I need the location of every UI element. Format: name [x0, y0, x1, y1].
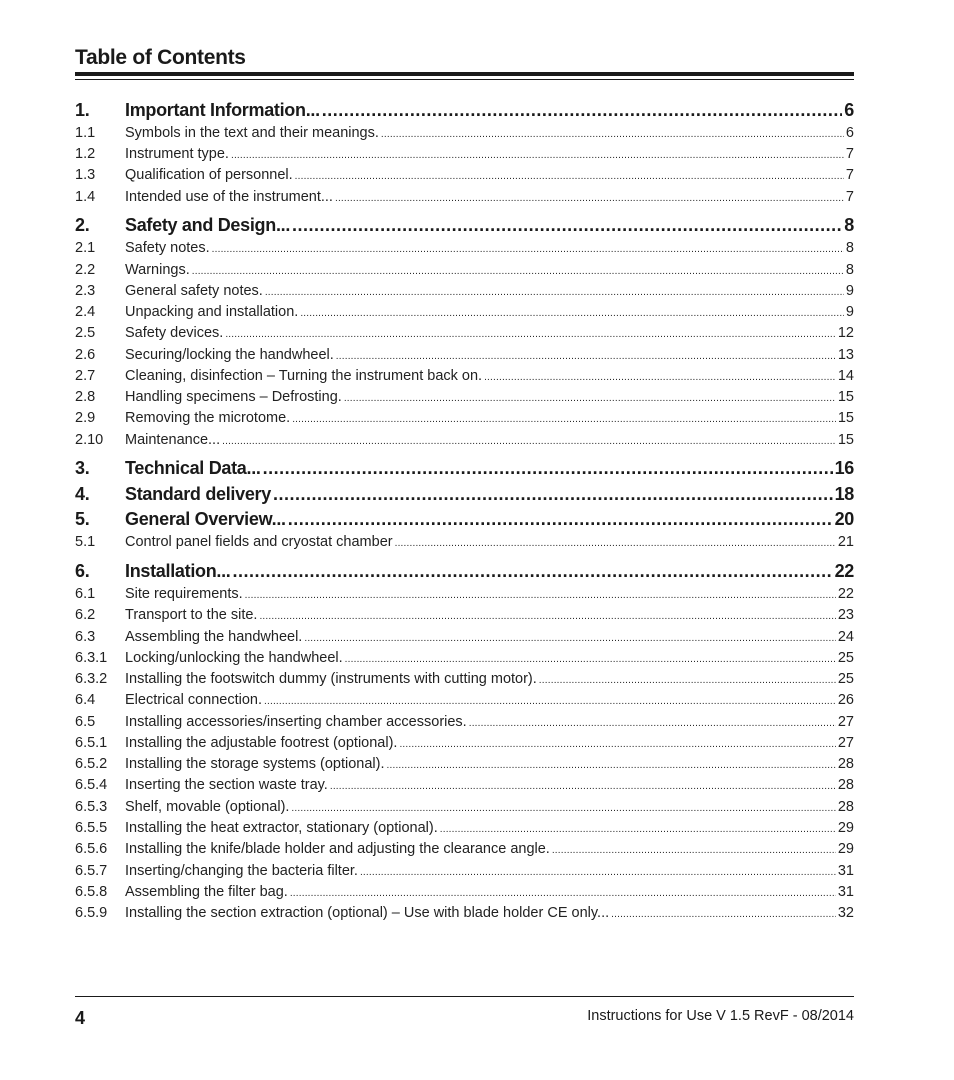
- toc-entry: [75, 347, 854, 367]
- toc-number: 6.: [75, 561, 90, 581]
- toc-number: 6.4: [75, 692, 96, 708]
- toc-entry: [75, 905, 854, 925]
- toc-leader-dots: [360, 867, 836, 878]
- toc-leader-dots: [192, 266, 844, 277]
- toc-title: Locking/unlocking the handwheel.: [125, 650, 343, 666]
- toc-title: General safety notes.: [125, 283, 263, 299]
- toc-entry: [75, 607, 854, 627]
- toc-title: Site requirements.: [125, 586, 243, 602]
- toc-entry: [75, 389, 854, 409]
- toc-title: Safety notes.: [125, 240, 210, 256]
- toc-page: 26: [837, 692, 854, 708]
- toc-page: 9: [845, 304, 854, 320]
- toc-entry: [75, 304, 854, 324]
- toc-entry: [75, 586, 854, 606]
- toc-leader-dots: [469, 718, 836, 729]
- toc-number: 6.5.2: [75, 756, 108, 772]
- toc-chapter: [75, 484, 854, 508]
- toc-entry: [75, 650, 854, 670]
- toc-leader-dots: [264, 696, 836, 707]
- toc-number: 4.: [75, 484, 90, 504]
- toc-page: 15: [837, 410, 854, 426]
- toc-page: 15: [837, 432, 854, 448]
- toc-number: 6.5.6: [75, 841, 108, 857]
- toc-number: 2.8: [75, 389, 96, 405]
- toc-number: 2.5: [75, 325, 96, 341]
- toc-leader-dots: [322, 100, 842, 121]
- toc-page: 7: [845, 146, 854, 162]
- toc-page: 6: [845, 125, 854, 141]
- toc-leader-dots: [381, 129, 844, 140]
- toc-leader-dots: [273, 484, 833, 505]
- toc-entry: [75, 884, 854, 904]
- toc-page: 22: [834, 561, 854, 581]
- toc-leader-dots: [212, 244, 844, 255]
- toc-title: Removing the microtome.: [125, 410, 291, 426]
- toc-leader-dots: [231, 150, 844, 161]
- toc-entry: [75, 714, 854, 734]
- toc-leader-dots: [245, 590, 836, 601]
- toc-leader-dots: [263, 458, 833, 479]
- toc-number: 2.3: [75, 283, 96, 299]
- toc-number: 1.4: [75, 189, 96, 205]
- toc-leader-dots: [290, 888, 836, 899]
- toc-page: 28: [837, 777, 854, 793]
- toc-page: 27: [837, 714, 854, 730]
- toc-page: 9: [845, 283, 854, 299]
- toc-leader-dots: [395, 538, 836, 549]
- toc-title: General Overview...: [125, 509, 286, 529]
- toc-title: Securing/locking the handwheel.: [125, 347, 334, 363]
- toc-page: 25: [837, 650, 854, 666]
- toc-number: 6.5.1: [75, 735, 108, 751]
- toc-number: 2.7: [75, 368, 96, 384]
- toc-title: Inserting/changing the bacteria filter.: [125, 863, 358, 879]
- toc-title: Unpacking and installation.: [125, 304, 299, 320]
- toc-number: 6.5.7: [75, 863, 108, 879]
- toc-entry: [75, 756, 854, 776]
- toc-number: 2.6: [75, 347, 96, 363]
- toc-entry: [75, 863, 854, 883]
- toc-entry: [75, 629, 854, 649]
- toc-leader-dots: [440, 824, 836, 835]
- toc-title: Maintenance...: [125, 432, 221, 448]
- toc-entry: [75, 240, 854, 260]
- toc-number: 6.3.1: [75, 650, 108, 666]
- toc-leader-dots: [484, 372, 836, 383]
- toc-page: 29: [837, 841, 854, 857]
- toc-leader-dots: [291, 803, 835, 814]
- toc-title: Electrical connection.: [125, 692, 263, 708]
- toc-title: Technical Data...: [125, 458, 261, 478]
- toc-page: 25: [837, 671, 854, 687]
- toc-leader-dots: [233, 561, 833, 582]
- toc-entry: [75, 735, 854, 755]
- toc-number: 6.5.5: [75, 820, 108, 836]
- toc-number: 6.1: [75, 586, 96, 602]
- toc-page: 8: [845, 240, 854, 256]
- toc-title: Safety and Design...: [125, 215, 291, 235]
- toc-chapter: [75, 561, 854, 585]
- toc-title: Symbols in the text and their meanings.: [125, 125, 379, 141]
- toc-number: 2.4: [75, 304, 96, 320]
- toc-entry: [75, 146, 854, 166]
- toc-leader-dots: [330, 781, 836, 792]
- toc-number: 1.1: [75, 125, 96, 141]
- toc-entry: [75, 325, 854, 345]
- toc-leader-dots: [292, 215, 842, 236]
- toc-entry: [75, 799, 854, 819]
- toc-page: 16: [834, 458, 854, 478]
- toc-title: Installing the storage systems (optional).: [125, 756, 385, 772]
- toc-entry: [75, 432, 854, 452]
- toc-page: 12: [837, 325, 854, 341]
- toc-number: 6.5: [75, 714, 96, 730]
- toc-page: 7: [845, 167, 854, 183]
- toc-entry: [75, 534, 854, 554]
- toc-number: 5.: [75, 509, 90, 529]
- toc-number: 2.9: [75, 410, 96, 426]
- toc-page: 23: [837, 607, 854, 623]
- toc-page: 22: [837, 586, 854, 602]
- toc-title: Installing the footswitch dummy (instruments with cutting motor).: [125, 671, 537, 687]
- toc-page: 13: [837, 347, 854, 363]
- toc-page: 31: [837, 884, 854, 900]
- toc-leader-dots: [300, 308, 844, 319]
- toc-leader-dots: [344, 393, 836, 404]
- toc-number: 2.2: [75, 262, 96, 278]
- toc-page: 15: [837, 389, 854, 405]
- toc-leader-dots: [265, 287, 844, 298]
- toc-number: 6.5.3: [75, 799, 108, 815]
- toc-number: 6.5.4: [75, 777, 108, 793]
- toc-number: 5.1: [75, 534, 96, 550]
- toc-number: 2.1: [75, 240, 96, 256]
- toc-leader-dots: [292, 414, 836, 425]
- toc-title: Installation...: [125, 561, 231, 581]
- toc-entry: [75, 167, 854, 187]
- footer-text: Instructions for Use V 1.5 RevF - 08/2014: [587, 1008, 854, 1024]
- toc-number: 1.: [75, 100, 90, 120]
- toc-page: 24: [837, 629, 854, 645]
- toc-title: Installing the knife/blade holder and adjusting the clearance angle.: [125, 841, 550, 857]
- toc-page: 18: [834, 484, 854, 504]
- toc-title: Installing the adjustable footrest (optional).: [125, 735, 398, 751]
- toc-title: Important Information...: [125, 100, 320, 120]
- toc-title: Transport to the site.: [125, 607, 258, 623]
- toc-page: 28: [837, 799, 854, 815]
- toc-title: Installing the section extraction (optional) – Use with blade holder CE only...: [125, 905, 610, 921]
- footer-rule: [75, 996, 854, 997]
- toc-title: Warnings.: [125, 262, 190, 278]
- toc-leader-dots: [222, 436, 836, 447]
- toc-chapter: [75, 458, 854, 482]
- toc-title: Handling specimens – Defrosting.: [125, 389, 342, 405]
- toc-page: 7: [845, 189, 854, 205]
- toc-number: 2.: [75, 215, 90, 235]
- toc-number: 6.3: [75, 629, 96, 645]
- toc-number: 6.3.2: [75, 671, 108, 687]
- toc-leader-dots: [259, 611, 835, 622]
- toc-leader-dots: [295, 171, 844, 182]
- toc-leader-dots: [288, 509, 833, 530]
- toc-leader-dots: [387, 760, 836, 771]
- toc-title: Qualification of personnel.: [125, 167, 293, 183]
- toc-entry: [75, 410, 854, 430]
- toc-title: Installing accessories/inserting chamber accessories.: [125, 714, 467, 730]
- header-rule: [75, 72, 854, 76]
- toc-title: Cleaning, disinfection – Turning the instrument back on.: [125, 368, 483, 384]
- toc-number: 6.5.8: [75, 884, 108, 900]
- toc-entry: [75, 820, 854, 840]
- toc-leader-dots: [399, 739, 835, 750]
- toc-title: Intended use of the instrument...: [125, 189, 333, 205]
- toc-title: Standard delivery: [125, 484, 271, 504]
- toc-leader-dots: [225, 329, 836, 340]
- toc-title: Instrument type.: [125, 146, 229, 162]
- toc-leader-dots: [336, 351, 836, 362]
- toc-number: 3.: [75, 458, 90, 478]
- toc-chapter: [75, 215, 854, 239]
- toc-entry: [75, 189, 854, 209]
- toc-title: Assembling the filter bag.: [125, 884, 288, 900]
- toc-number: 6.2: [75, 607, 96, 623]
- toc-page: 29: [837, 820, 854, 836]
- toc-number: 1.2: [75, 146, 96, 162]
- page-title: Table of Contents: [75, 46, 246, 69]
- toc-leader-dots: [552, 845, 836, 856]
- toc-page: 31: [837, 863, 854, 879]
- toc-entry: [75, 777, 854, 797]
- toc-title: Assembling the handwheel.: [125, 629, 303, 645]
- toc-leader-dots: [304, 633, 836, 644]
- toc-title: Shelf, movable (optional).: [125, 799, 290, 815]
- toc-title: Safety devices.: [125, 325, 224, 341]
- toc-entry: [75, 125, 854, 145]
- page-number: 4: [75, 1008, 86, 1028]
- toc-page: 14: [837, 368, 854, 384]
- toc-leader-dots: [345, 654, 836, 665]
- toc-entry: [75, 841, 854, 861]
- toc-page: 8: [844, 215, 854, 235]
- toc-page: 6: [844, 100, 854, 120]
- toc-chapter: [75, 100, 854, 124]
- toc-entry: [75, 671, 854, 691]
- toc-page: 21: [837, 534, 854, 550]
- toc-page: 32: [837, 905, 854, 921]
- toc-title: Control panel fields and cryostat chamber: [125, 534, 393, 550]
- toc-entry: [75, 283, 854, 303]
- toc-number: 1.3: [75, 167, 96, 183]
- toc-page: 27: [837, 735, 854, 751]
- toc-chapter: [75, 509, 854, 533]
- toc-title: Inserting the section waste tray.: [125, 777, 328, 793]
- toc-title: Installing the heat extractor, stationary (optional).: [125, 820, 438, 836]
- toc-entry: [75, 692, 854, 712]
- toc-number: 2.10: [75, 432, 104, 448]
- header-rule-thin: [75, 79, 854, 80]
- toc-entry: [75, 368, 854, 388]
- toc-entry: [75, 262, 854, 282]
- toc-leader-dots: [611, 909, 836, 920]
- toc-page: 8: [845, 262, 854, 278]
- toc-page: 20: [834, 509, 854, 529]
- toc-number: 6.5.9: [75, 905, 108, 921]
- toc-leader-dots: [539, 675, 836, 686]
- toc-page: 28: [837, 756, 854, 772]
- toc-leader-dots: [335, 193, 844, 204]
